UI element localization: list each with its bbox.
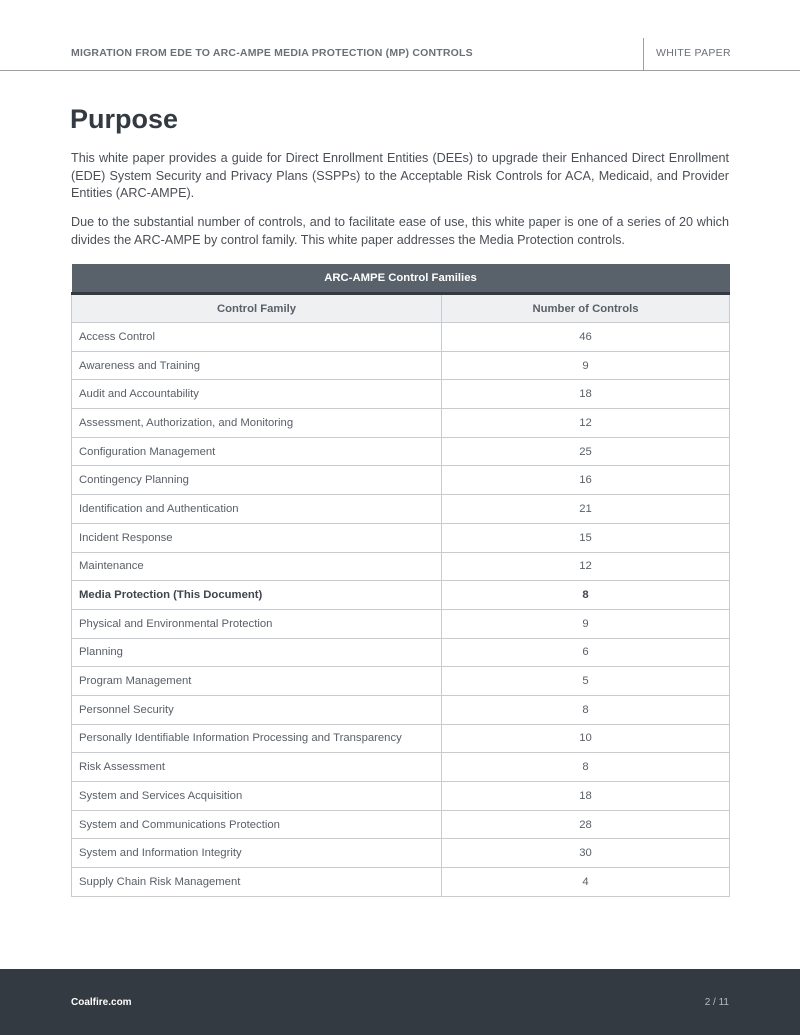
control-count-cell: 4 — [442, 868, 730, 897]
control-family-cell: Configuration Management — [72, 437, 442, 466]
control-family-cell: Access Control — [72, 323, 442, 352]
table-row — [72, 409, 730, 438]
control-family-cell: Maintenance — [72, 552, 442, 581]
control-family-cell: Program Management — [72, 667, 442, 696]
table-row — [72, 466, 730, 495]
control-count-cell: 8 — [442, 695, 730, 724]
control-family-cell: Incident Response — [72, 523, 442, 552]
control-family-cell: Supply Chain Risk Management — [72, 868, 442, 897]
header-divider — [643, 38, 644, 70]
control-count-cell: 18 — [442, 782, 730, 811]
control-count-cell: 46 — [442, 323, 730, 352]
control-family-cell: Risk Assessment — [72, 753, 442, 782]
page-footer — [0, 969, 800, 1035]
control-count-cell: 28 — [442, 810, 730, 839]
table-row — [72, 351, 730, 380]
control-family-cell: Assessment, Authorization, and Monitoring — [72, 409, 442, 438]
table-row — [72, 437, 730, 466]
control-count-cell: 25 — [442, 437, 730, 466]
page-header — [0, 0, 800, 71]
control-count-cell: 8 — [442, 753, 730, 782]
control-family-cell: Identification and Authentication — [72, 495, 442, 524]
control-family-cell: System and Communications Protection — [72, 810, 442, 839]
page-number: 2 / 11 — [704, 997, 729, 1008]
table-row — [72, 609, 730, 638]
control-count-cell: 9 — [442, 351, 730, 380]
table-row — [72, 638, 730, 667]
control-count-cell: 6 — [442, 638, 730, 667]
table-row — [72, 380, 730, 409]
table-row — [72, 839, 730, 868]
control-families-table — [71, 264, 730, 897]
table-row — [72, 323, 730, 352]
table-row — [72, 523, 730, 552]
control-count-cell: 8 — [442, 581, 730, 610]
footer-site: Coalfire.com — [71, 997, 132, 1008]
table-row — [72, 724, 730, 753]
control-family-cell: Planning — [72, 638, 442, 667]
header-title: MIGRATION FROM EDE TO ARC-AMPE MEDIA PROTECTION (MP) CONTROLS — [71, 47, 473, 59]
control-family-cell: Personally Identifiable Information Processing and Transparency — [72, 724, 442, 753]
column-header-count: Number of Controls — [442, 294, 730, 323]
header-doc-type: WHITE PAPER — [656, 47, 731, 59]
control-count-cell: 16 — [442, 466, 730, 495]
table-row — [72, 810, 730, 839]
control-family-cell: System and Information Integrity — [72, 839, 442, 868]
table-row — [72, 495, 730, 524]
table-row — [72, 667, 730, 696]
control-count-cell: 12 — [442, 409, 730, 438]
control-count-cell: 12 — [442, 552, 730, 581]
control-family-cell: Media Protection (This Document) — [72, 581, 442, 610]
control-family-cell: Awareness and Training — [72, 351, 442, 380]
intro-paragraph: This white paper provides a guide for Direct Enrollment Entities (DEEs) to upgrade their Enhanced Direct Enrollment (EDE) System Security and Privacy Plans (SSPPs) to the Acceptable Risk Controls for ACA, Medicaid, and Provider Entities (ARC-AMPE). — [71, 151, 729, 200]
control-family-cell: Audit and Accountability — [72, 380, 442, 409]
control-count-cell: 5 — [442, 667, 730, 696]
table-row — [72, 782, 730, 811]
table-row — [72, 753, 730, 782]
control-count-cell: 9 — [442, 609, 730, 638]
control-family-cell: Physical and Environmental Protection — [72, 609, 442, 638]
column-header-family: Control Family — [72, 294, 442, 323]
control-count-cell: 18 — [442, 380, 730, 409]
table-row — [72, 581, 730, 610]
table-caption: ARC-AMPE Control Families — [72, 264, 730, 294]
section-title: Purpose — [70, 104, 179, 134]
control-count-cell: 30 — [442, 839, 730, 868]
control-family-cell: Personnel Security — [72, 695, 442, 724]
control-family-cell: Contingency Planning — [72, 466, 442, 495]
control-count-cell: 15 — [442, 523, 730, 552]
control-count-cell: 10 — [442, 724, 730, 753]
table-row — [72, 695, 730, 724]
table-row — [72, 868, 730, 897]
table-row — [72, 552, 730, 581]
control-family-cell: System and Services Acquisition — [72, 782, 442, 811]
series-paragraph: Due to the substantial number of controls, and to facilitate ease of use, this white paper is one of a series of 20 which divides the ARC-AMPE by control family. This white paper addresses the Media Protection controls. — [71, 215, 729, 247]
control-count-cell: 21 — [442, 495, 730, 524]
